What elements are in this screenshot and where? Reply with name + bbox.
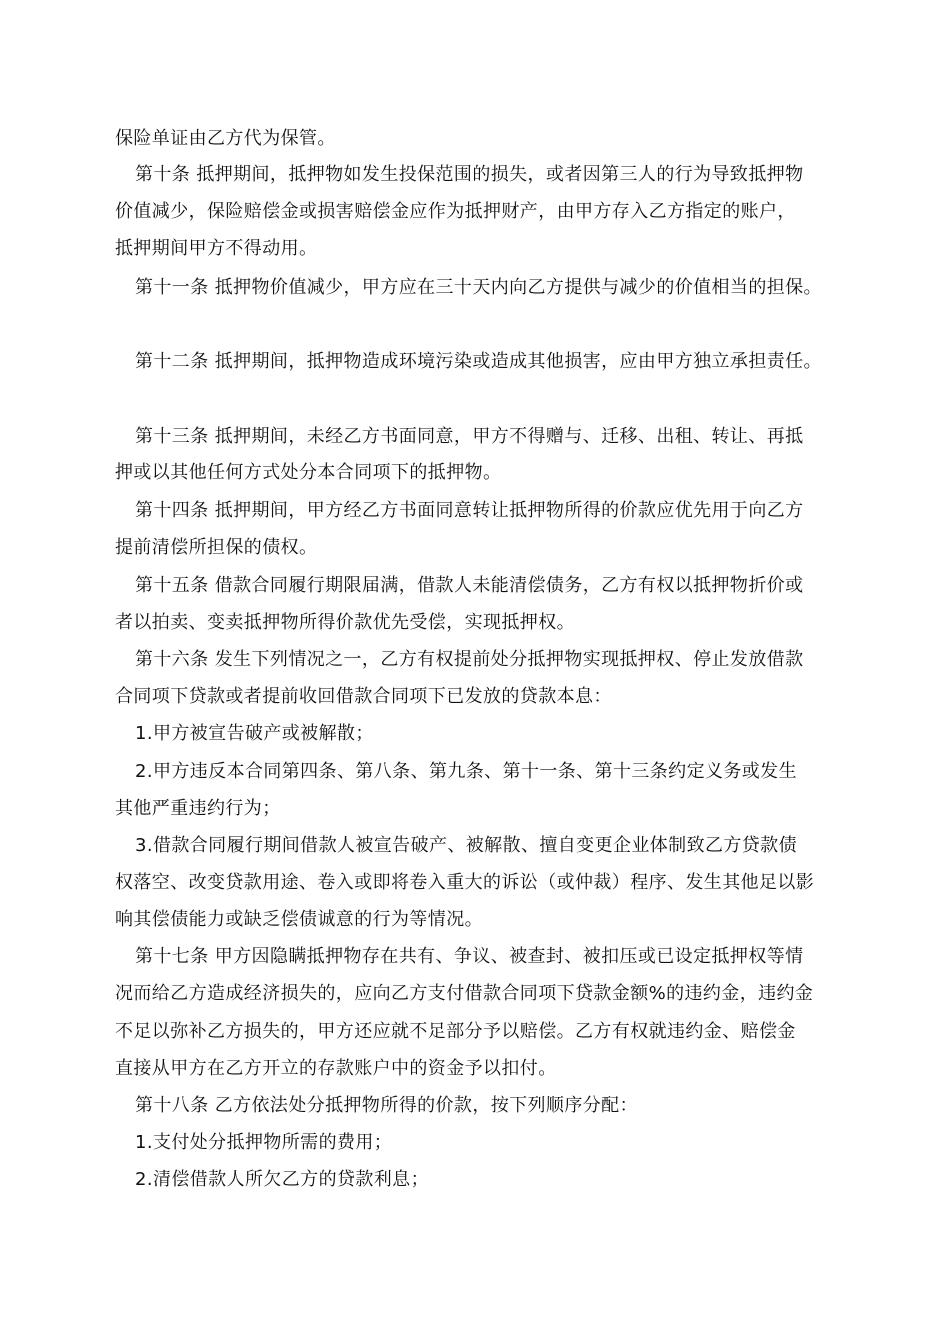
list-item: 2.清偿借款人所欠乙方的贷款利息；: [135, 1169, 429, 1190]
text-line: 者以拍卖、变卖抵押物所得价款优先受偿，实现抵押权。: [115, 612, 575, 633]
text-line: 权落空、改变贷款用途、卷入或即将卷入重大的诉讼（或仲裁）程序、发生其他足以影: [115, 872, 815, 893]
article-10-line: 第十条 抵押期间，抵押物如发生投保范围的损失，或者因第三人的行为导致抵押物: [135, 164, 804, 185]
list-item: 1.甲方被宣告破产或被解散；: [135, 723, 374, 744]
text-line: 直接从甲方在乙方开立的存款账户中的资金予以扣付。: [115, 1058, 557, 1079]
article-11-line: 第十一条 抵押物价值减少，甲方应在三十天内向乙方提供与减少的价值相当的担保。: [135, 277, 822, 298]
text-line: 押或以其他任何方式处分本合同项下的抵押物。: [115, 462, 502, 483]
article-16-line: 第十六条 发生下列情况之一，乙方有权提前处分抵押物实现抵押权、停止发放借款: [135, 649, 804, 670]
text-line: 其他严重违约行为；: [115, 798, 281, 819]
article-18-line: 第十八条 乙方依法处分抵押物所得的价款，按下列顺序分配：: [135, 1095, 638, 1116]
text-line: 合同项下贷款或者提前收回借款合同项下已发放的贷款本息：: [115, 686, 612, 707]
article-12-line: 第十二条 抵押期间，抵押物造成环境污染或造成其他损害，应由甲方独立承担责任。: [135, 351, 822, 372]
article-14-line: 第十四条 抵押期间，甲方经乙方书面同意转让抵押物所得的价款应优先用于向乙方: [135, 500, 804, 521]
article-17-line: 第十七条 甲方因隐瞒抵押物存在共有、争议、被查封、被扣压或已设定抵押权等情: [135, 946, 804, 967]
text-line: 提前清偿所担保的债权。: [115, 537, 318, 558]
text-line: 价值减少，保险赔偿金或损害赔偿金应作为抵押财产，由甲方存入乙方指定的账户，: [115, 201, 796, 222]
text-line: 抵押期间甲方不得动用。: [115, 238, 318, 259]
list-item: 1.支付处分抵押物所需的费用；: [135, 1132, 393, 1153]
text-line: 保险单证由乙方代为保管。: [115, 128, 336, 149]
text-line: 响其偿债能力或缺乏偿债诚意的行为等情况。: [115, 909, 483, 930]
list-item: 3.借款合同履行期间借款人被宣告破产、被解散、擅自变更企业体制致乙方贷款债: [135, 835, 797, 856]
article-15-line: 第十五条 借款合同履行期限届满，借款人未能清偿债务，乙方有权以抵押物折价或: [135, 575, 804, 596]
text-line: 况而给乙方造成经济损失的，应向乙方支付借款合同项下贷款金额%的违约金，违约金: [115, 983, 814, 1004]
article-13-line: 第十三条 抵押期间，未经乙方书面同意，甲方不得赠与、迁移、出租、转让、再抵: [135, 426, 804, 447]
list-item: 2.甲方违反本合同第四条、第八条、第九条、第十一条、第十三条约定义务或发生: [135, 761, 797, 782]
text-line: 不足以弥补乙方损失的，甲方还应就不足部分予以赔偿。乙方有权就违约金、赔偿金: [115, 1021, 796, 1042]
